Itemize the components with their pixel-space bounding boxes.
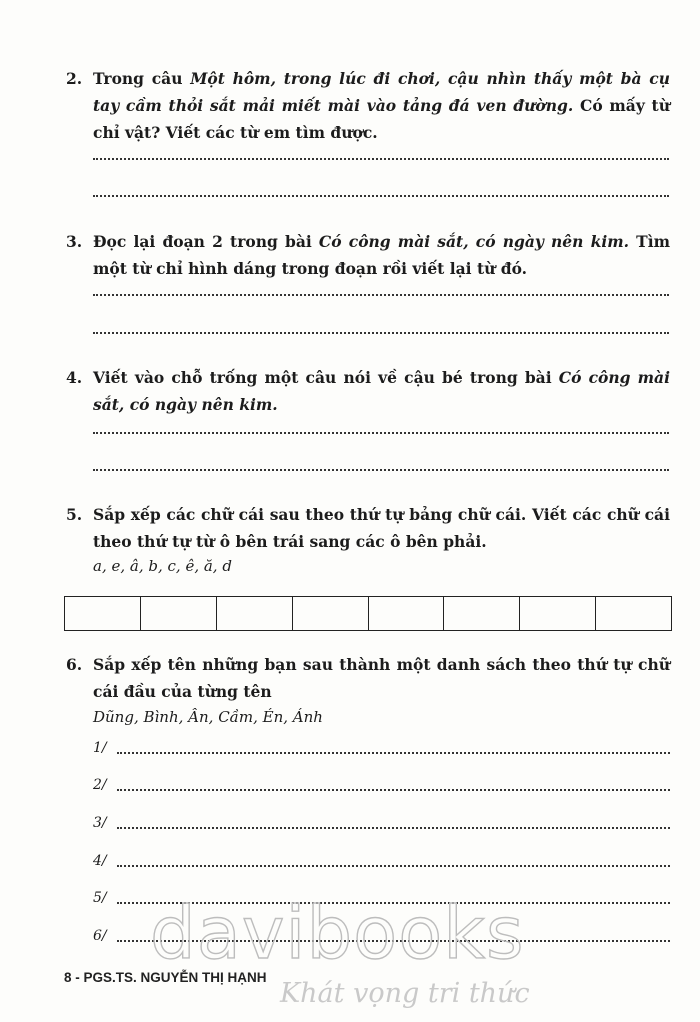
question-3 bbox=[66, 228, 670, 282]
letter-box[interactable] bbox=[217, 597, 293, 630]
letter-box[interactable] bbox=[141, 597, 217, 630]
question-text: Sắp xếp tên những bạn sau thành một danh sách theo thứ tự chữ cái đầu của từng tên bbox=[93, 655, 670, 701]
list-number: 1/ bbox=[93, 740, 107, 756]
question-4 bbox=[66, 364, 670, 418]
letter-box[interactable] bbox=[520, 597, 596, 630]
list-number: 2/ bbox=[93, 777, 107, 793]
answer-dots bbox=[117, 827, 670, 829]
list-number: 6/ bbox=[93, 928, 107, 944]
answer-dots bbox=[117, 865, 670, 867]
answer-dots bbox=[117, 789, 670, 791]
answer-dots bbox=[117, 752, 670, 754]
answer-line[interactable] bbox=[93, 467, 669, 471]
question-text: Viết vào chỗ trống một câu nói về cậu bé trong bài Có công mài sắt, có ngày nên kim. bbox=[93, 368, 670, 414]
list-line-1[interactable] bbox=[93, 740, 670, 760]
question-2 bbox=[66, 65, 670, 146]
question-number: 2. bbox=[66, 69, 83, 88]
question-number: 3. bbox=[66, 232, 83, 251]
letter-box[interactable] bbox=[596, 597, 671, 630]
answer-line[interactable] bbox=[93, 330, 669, 334]
list-line-4[interactable] bbox=[93, 853, 670, 873]
letter-box[interactable] bbox=[293, 597, 369, 630]
watermark-logo: davibooks bbox=[150, 891, 525, 975]
letters-given: a, e, â, b, c, ê, ă, d bbox=[93, 557, 232, 575]
question-text: Trong câu Một hôm, trong lúc đi chơi, cậu nhìn thấy một bà cụ tay cầm thỏi sắt mải miết mài vào tảng đá ven đường. Có mấy từ chỉ vật? Viết các từ em tìm được. bbox=[93, 69, 670, 142]
letter-box[interactable] bbox=[444, 597, 520, 630]
list-line-2[interactable] bbox=[93, 777, 670, 797]
question-number: 4. bbox=[66, 368, 83, 387]
question-text: Sắp xếp các chữ cái sau theo thứ tự bảng chữ cái. Viết các chữ cái theo thứ tự từ ô bên trái sang các ô bên phải. bbox=[93, 505, 670, 551]
question-number: 5. bbox=[66, 505, 83, 524]
question-5 bbox=[66, 501, 670, 555]
list-number: 5/ bbox=[93, 890, 107, 906]
names-given: Dũng, Bình, Ân, Cầm, Én, Ánh bbox=[93, 708, 323, 726]
list-number: 4/ bbox=[93, 853, 107, 869]
watermark-tagline: Khát vọng tri thức bbox=[280, 978, 530, 1009]
list-line-3[interactable] bbox=[93, 815, 670, 835]
page-footer: 8 - PGS.TS. NGUYỄN THỊ HẠNH bbox=[64, 970, 267, 985]
letter-order-boxes bbox=[64, 596, 672, 631]
letter-box[interactable] bbox=[369, 597, 445, 630]
question-text: Đọc lại đoạn 2 trong bài Có công mài sắt, có ngày nên kim. Tìm một từ chỉ hình dáng trong đoạn rồi viết lại từ đó. bbox=[93, 232, 670, 278]
question-6 bbox=[66, 651, 670, 705]
question-number: 6. bbox=[66, 655, 83, 674]
letter-box[interactable] bbox=[65, 597, 141, 630]
answer-line[interactable] bbox=[93, 193, 669, 197]
answer-line[interactable] bbox=[93, 430, 669, 434]
list-number: 3/ bbox=[93, 815, 107, 831]
answer-line[interactable] bbox=[93, 156, 669, 160]
answer-line[interactable] bbox=[93, 292, 669, 296]
